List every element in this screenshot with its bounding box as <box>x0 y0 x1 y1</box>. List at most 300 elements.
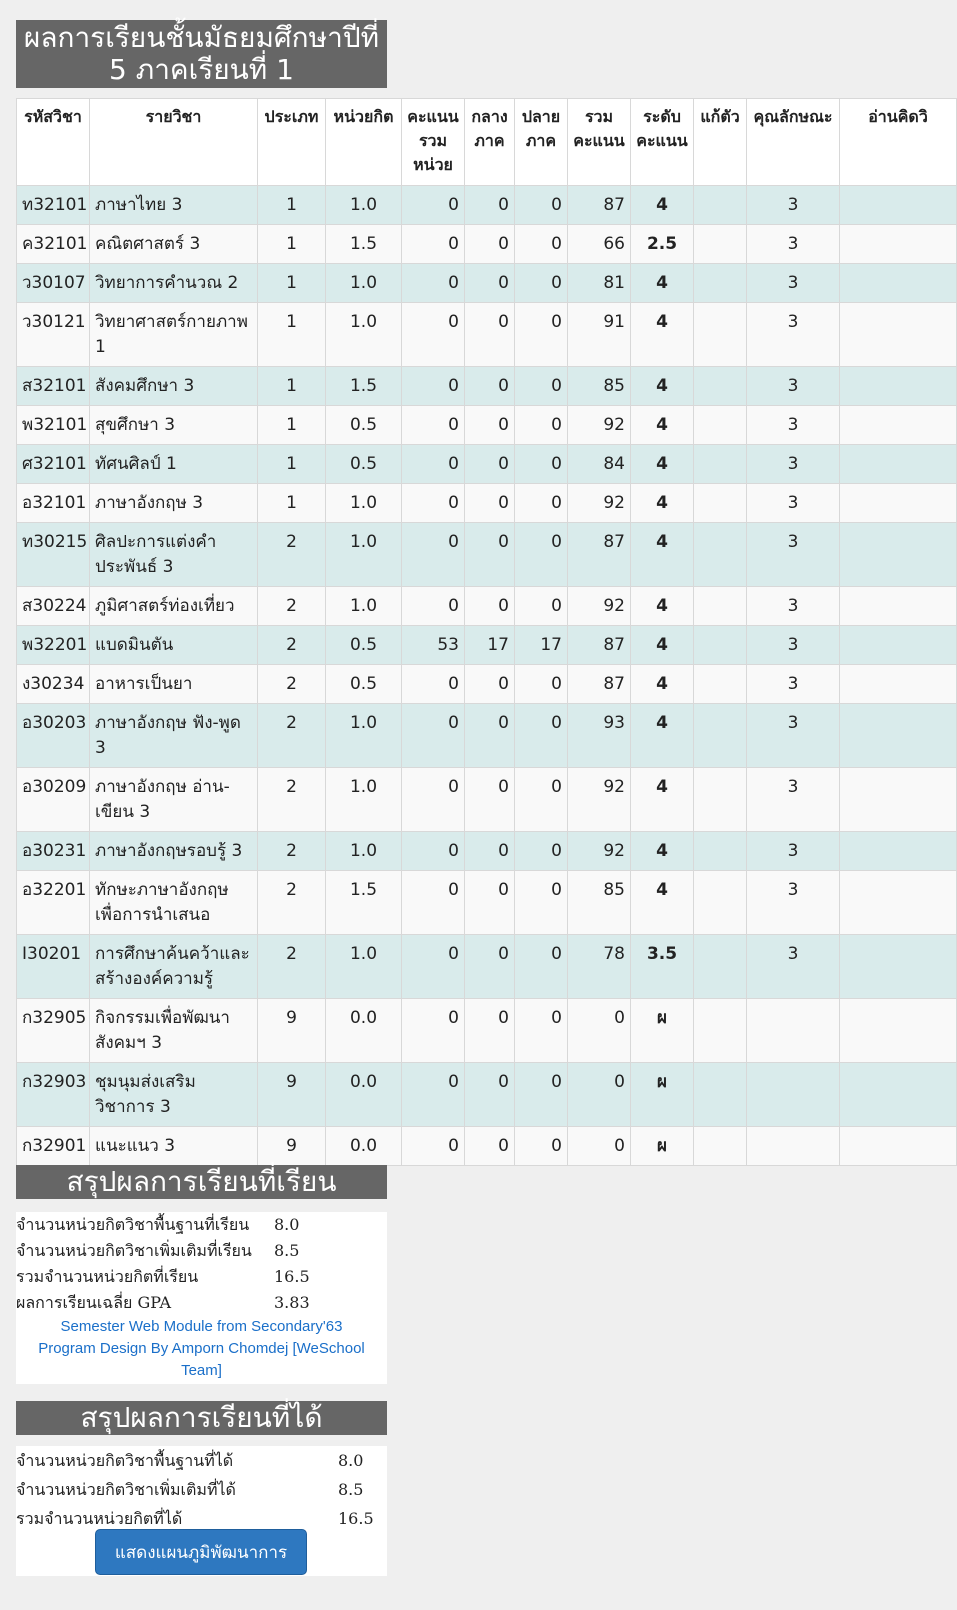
summary-value: 3.83 <box>274 1293 310 1312</box>
cell-subject: ภาษาอังกฤษ อ่าน-เขียน 3 <box>90 768 258 832</box>
cell-midterm: 0 <box>465 768 515 832</box>
cell-total: 0 <box>568 1127 631 1166</box>
cell-read <box>840 935 957 999</box>
cell-midterm: 0 <box>465 523 515 587</box>
cell-unit-score: 0 <box>402 587 465 626</box>
cell-trait: 3 <box>747 871 840 935</box>
cell-grade: ผ <box>631 1063 694 1127</box>
grades-table <box>16 98 957 1166</box>
cell-subject: สังคมศึกษา 3 <box>90 367 258 406</box>
cell-type: 9 <box>258 1127 326 1166</box>
cell-subject: ทักษะภาษาอังกฤษเพื่อการนำเสนอ <box>90 871 258 935</box>
cell-read <box>840 225 957 264</box>
cell-trait: 3 <box>747 445 840 484</box>
table-row <box>17 999 957 1063</box>
cell-retest <box>694 999 747 1063</box>
cell-midterm: 0 <box>465 704 515 768</box>
header-grade: ระดับคะแนน <box>631 99 694 186</box>
cell-unit-score: 0 <box>402 1127 465 1166</box>
cell-total: 92 <box>568 768 631 832</box>
cell-retest <box>694 1127 747 1166</box>
cell-code: อ30231 <box>17 832 90 871</box>
cell-grade: 4 <box>631 768 694 832</box>
cell-code: ว30121 <box>17 303 90 367</box>
cell-midterm: 0 <box>465 367 515 406</box>
cell-trait: 3 <box>747 484 840 523</box>
cell-retest <box>694 704 747 768</box>
table-row <box>17 1063 957 1127</box>
cell-total: 87 <box>568 626 631 665</box>
cell-final: 17 <box>515 626 568 665</box>
table-row <box>17 303 957 367</box>
cell-unit-score: 0 <box>402 935 465 999</box>
cell-subject: ชุมนุมส่งเสริมวิชาการ 3 <box>90 1063 258 1127</box>
cell-midterm: 0 <box>465 484 515 523</box>
cell-read <box>840 871 957 935</box>
cell-total: 85 <box>568 871 631 935</box>
cell-trait: 3 <box>747 832 840 871</box>
cell-grade: 4 <box>631 871 694 935</box>
summary-label: จำนวนหน่วยกิตวิชาพื้นฐานที่เรียน <box>16 1215 250 1234</box>
cell-type: 9 <box>258 1063 326 1127</box>
cell-unit-score: 0 <box>402 367 465 406</box>
cell-retest <box>694 406 747 445</box>
table-row <box>17 484 957 523</box>
cell-read <box>840 1063 957 1127</box>
cell-credit: 0.0 <box>326 1127 402 1166</box>
cell-trait: 3 <box>747 704 840 768</box>
cell-retest <box>694 225 747 264</box>
cell-type: 9 <box>258 999 326 1063</box>
table-row <box>17 367 957 406</box>
cell-credit: 1.0 <box>326 484 402 523</box>
cell-total: 87 <box>568 665 631 704</box>
cell-read <box>840 186 957 225</box>
cell-total: 91 <box>568 303 631 367</box>
cell-retest <box>694 665 747 704</box>
cell-midterm: 0 <box>465 587 515 626</box>
cell-grade: 4 <box>631 832 694 871</box>
cell-total: 92 <box>568 587 631 626</box>
table-row <box>17 665 957 704</box>
cell-retest <box>694 445 747 484</box>
header-unit-score: คะแนนรวมหน่วย <box>402 99 465 186</box>
cell-credit: 1.5 <box>326 225 402 264</box>
cell-total: 66 <box>568 225 631 264</box>
cell-code: I30201 <box>17 935 90 999</box>
cell-unit-score: 0 <box>402 1063 465 1127</box>
cell-retest <box>694 626 747 665</box>
cell-final: 0 <box>515 225 568 264</box>
cell-unit-score: 0 <box>402 704 465 768</box>
summary-row <box>16 1446 387 1475</box>
cell-code: พ32201 <box>17 626 90 665</box>
cell-retest <box>694 303 747 367</box>
cell-grade: 4 <box>631 704 694 768</box>
cell-read <box>840 484 957 523</box>
cell-read <box>840 704 957 768</box>
table-row <box>17 445 957 484</box>
cell-unit-score: 53 <box>402 626 465 665</box>
summary-value: 16.5 <box>274 1267 310 1286</box>
summary-value: 8.0 <box>338 1451 364 1470</box>
cell-type: 1 <box>258 367 326 406</box>
cell-retest <box>694 523 747 587</box>
cell-read <box>840 832 957 871</box>
cell-code: ศ32101 <box>17 445 90 484</box>
cell-grade: ผ <box>631 999 694 1063</box>
cell-code: ท30215 <box>17 523 90 587</box>
cell-grade: 4 <box>631 303 694 367</box>
cell-midterm: 0 <box>465 871 515 935</box>
table-row <box>17 768 957 832</box>
cell-unit-score: 0 <box>402 264 465 303</box>
cell-type: 2 <box>258 871 326 935</box>
cell-trait: 3 <box>747 406 840 445</box>
cell-retest <box>694 186 747 225</box>
cell-credit: 1.0 <box>326 704 402 768</box>
cell-retest <box>694 587 747 626</box>
cell-credit: 1.0 <box>326 186 402 225</box>
cell-trait: 3 <box>747 225 840 264</box>
grades-table-container[interactable] <box>16 98 928 1166</box>
cell-type: 1 <box>258 225 326 264</box>
cell-trait: 3 <box>747 186 840 225</box>
cell-total: 92 <box>568 832 631 871</box>
cell-credit: 1.5 <box>326 367 402 406</box>
cell-total: 93 <box>568 704 631 768</box>
table-row <box>17 1127 957 1166</box>
cell-credit: 0.0 <box>326 1063 402 1127</box>
table-row <box>17 587 957 626</box>
table-row <box>17 225 957 264</box>
summary-label: รวมจำนวนหน่วยกิตที่ได้ <box>16 1509 183 1528</box>
header-midterm: กลางภาค <box>465 99 515 186</box>
cell-grade: 3.5 <box>631 935 694 999</box>
cell-read <box>840 587 957 626</box>
summary-label: จำนวนหน่วยกิตวิชาเพิ่มเติมที่เรียน <box>16 1241 252 1260</box>
cell-credit: 0.5 <box>326 665 402 704</box>
cell-unit-score: 0 <box>402 999 465 1063</box>
summary-row <box>16 1212 387 1238</box>
cell-final: 0 <box>515 665 568 704</box>
cell-retest <box>694 768 747 832</box>
cell-midterm: 0 <box>465 999 515 1063</box>
cell-read <box>840 626 957 665</box>
summary-value: 16.5 <box>338 1509 374 1528</box>
cell-type: 2 <box>258 704 326 768</box>
cell-total: 87 <box>568 186 631 225</box>
summary-label: ผลการเรียนเฉลี่ย GPA <box>16 1293 172 1312</box>
show-progress-chart-button[interactable]: แสดงแผนภูมิพัฒนาการ <box>95 1529 307 1575</box>
cell-trait <box>747 1127 840 1166</box>
cell-code: อ30203 <box>17 704 90 768</box>
header-trait: คุณลักษณะ <box>747 99 840 186</box>
header-subject: รายวิชา <box>90 99 258 186</box>
cell-read <box>840 303 957 367</box>
cell-trait <box>747 1063 840 1127</box>
cell-type: 2 <box>258 832 326 871</box>
cell-code: ว30107 <box>17 264 90 303</box>
cell-grade: 4 <box>631 406 694 445</box>
header-code: รหัสวิชา <box>17 99 90 186</box>
table-row <box>17 935 957 999</box>
cell-subject: สุขศึกษา 3 <box>90 406 258 445</box>
cell-grade: 4 <box>631 626 694 665</box>
cell-credit: 1.0 <box>326 587 402 626</box>
cell-read <box>840 999 957 1063</box>
cell-subject: ภาษาอังกฤษ ฟัง-พูด 3 <box>90 704 258 768</box>
cell-final: 0 <box>515 832 568 871</box>
cell-midterm: 0 <box>465 264 515 303</box>
table-row <box>17 832 957 871</box>
cell-final: 0 <box>515 587 568 626</box>
cell-unit-score: 0 <box>402 832 465 871</box>
cell-trait: 3 <box>747 935 840 999</box>
cell-total: 0 <box>568 999 631 1063</box>
cell-unit-score: 0 <box>402 303 465 367</box>
cell-final: 0 <box>515 768 568 832</box>
table-row <box>17 186 957 225</box>
cell-credit: 1.0 <box>326 768 402 832</box>
header-final: ปลายภาค <box>515 99 568 186</box>
cell-subject: ภาษาไทย 3 <box>90 186 258 225</box>
summary-row <box>16 1238 387 1264</box>
cell-code: อ32101 <box>17 484 90 523</box>
credit-line: Program Design By Amporn Chomdej [WeSchool Team] <box>38 1340 365 1379</box>
cell-total: 84 <box>568 445 631 484</box>
cell-total: 0 <box>568 1063 631 1127</box>
cell-unit-score: 0 <box>402 871 465 935</box>
cell-trait: 3 <box>747 665 840 704</box>
cell-type: 1 <box>258 186 326 225</box>
cell-subject: แบดมินตัน <box>90 626 258 665</box>
cell-code: ค32101 <box>17 225 90 264</box>
table-row <box>17 626 957 665</box>
cell-code: อ30209 <box>17 768 90 832</box>
cell-final: 0 <box>515 871 568 935</box>
cell-credit: 1.0 <box>326 935 402 999</box>
cell-grade: 4 <box>631 587 694 626</box>
cell-trait: 3 <box>747 626 840 665</box>
cell-final: 0 <box>515 704 568 768</box>
credit-text <box>16 1316 387 1384</box>
cell-type: 1 <box>258 445 326 484</box>
header-type: ประเภท <box>258 99 326 186</box>
page-title: ผลการเรียนชั้นมัธยมศึกษาปีที่ 5 ภาคเรียนที่ 1 <box>16 20 387 88</box>
cell-subject: การศึกษาค้นคว้าและสร้างองค์ความรู้ <box>90 935 258 999</box>
summary-label: รวมจำนวนหน่วยกิตที่เรียน <box>16 1267 199 1286</box>
credit-line: Semester Web Module from Secondary'63 <box>60 1318 343 1335</box>
cell-grade: 4 <box>631 264 694 303</box>
cell-unit-score: 0 <box>402 445 465 484</box>
cell-type: 2 <box>258 523 326 587</box>
cell-final: 0 <box>515 999 568 1063</box>
cell-final: 0 <box>515 484 568 523</box>
cell-midterm: 0 <box>465 303 515 367</box>
cell-final: 0 <box>515 303 568 367</box>
cell-type: 2 <box>258 626 326 665</box>
cell-credit: 1.0 <box>326 264 402 303</box>
cell-subject: ภาษาอังกฤษรอบรู้ 3 <box>90 832 258 871</box>
cell-code: ก32901 <box>17 1127 90 1166</box>
cell-final: 0 <box>515 406 568 445</box>
cell-unit-score: 0 <box>402 225 465 264</box>
cell-credit: 1.0 <box>326 523 402 587</box>
cell-type: 1 <box>258 264 326 303</box>
cell-type: 1 <box>258 303 326 367</box>
summary-row <box>16 1475 387 1504</box>
summary-value: 8.5 <box>274 1241 300 1260</box>
cell-grade: 4 <box>631 484 694 523</box>
cell-grade: 4 <box>631 367 694 406</box>
cell-final: 0 <box>515 1063 568 1127</box>
cell-read <box>840 1127 957 1166</box>
cell-read <box>840 264 957 303</box>
cell-final: 0 <box>515 935 568 999</box>
cell-final: 0 <box>515 523 568 587</box>
header-credit: หน่วยกิต <box>326 99 402 186</box>
cell-midterm: 0 <box>465 186 515 225</box>
summary-row <box>16 1264 387 1290</box>
table-row <box>17 523 957 587</box>
cell-credit: 0.5 <box>326 445 402 484</box>
cell-unit-score: 0 <box>402 523 465 587</box>
summary-studied-panel <box>16 1212 387 1384</box>
summary-value: 8.0 <box>274 1215 300 1234</box>
summary-value: 8.5 <box>338 1480 364 1499</box>
table-row <box>17 704 957 768</box>
table-header-row <box>17 99 957 186</box>
cell-retest <box>694 264 747 303</box>
cell-type: 1 <box>258 406 326 445</box>
cell-midterm: 0 <box>465 445 515 484</box>
cell-grade: 4 <box>631 445 694 484</box>
cell-final: 0 <box>515 186 568 225</box>
cell-type: 2 <box>258 768 326 832</box>
cell-final: 0 <box>515 264 568 303</box>
cell-code: ส30224 <box>17 587 90 626</box>
cell-final: 0 <box>515 1127 568 1166</box>
table-row <box>17 406 957 445</box>
cell-unit-score: 0 <box>402 768 465 832</box>
cell-subject: แนะแนว 3 <box>90 1127 258 1166</box>
cell-credit: 1.5 <box>326 871 402 935</box>
cell-type: 2 <box>258 935 326 999</box>
summary-earned-title: สรุปผลการเรียนที่ได้ <box>16 1401 387 1435</box>
cell-grade: ผ <box>631 1127 694 1166</box>
cell-type: 1 <box>258 484 326 523</box>
cell-trait: 3 <box>747 264 840 303</box>
cell-credit: 0.0 <box>326 999 402 1063</box>
cell-total: 81 <box>568 264 631 303</box>
header-total: รวมคะแนน <box>568 99 631 186</box>
summary-studied-title: สรุปผลการเรียนที่เรียน <box>16 1165 387 1199</box>
cell-subject: อาหารเป็นยา <box>90 665 258 704</box>
header-read: อ่านคิดวิ <box>840 99 957 186</box>
cell-trait: 3 <box>747 367 840 406</box>
cell-midterm: 0 <box>465 1063 515 1127</box>
cell-trait: 3 <box>747 303 840 367</box>
cell-credit: 1.0 <box>326 832 402 871</box>
cell-subject: ศิลปะการแต่งคำประพันธ์ 3 <box>90 523 258 587</box>
cell-code: ก32905 <box>17 999 90 1063</box>
cell-grade: 4 <box>631 186 694 225</box>
cell-midterm: 0 <box>465 832 515 871</box>
cell-unit-score: 0 <box>402 665 465 704</box>
cell-code: พ32101 <box>17 406 90 445</box>
cell-read <box>840 406 957 445</box>
cell-code: ง30234 <box>17 665 90 704</box>
cell-trait: 3 <box>747 523 840 587</box>
summary-label: จำนวนหน่วยกิตวิชาพื้นฐานที่ได้ <box>16 1451 234 1470</box>
cell-trait: 3 <box>747 587 840 626</box>
cell-total: 87 <box>568 523 631 587</box>
cell-subject: กิจกรรมเพื่อพัฒนาสังคมฯ 3 <box>90 999 258 1063</box>
cell-read <box>840 367 957 406</box>
cell-midterm: 0 <box>465 665 515 704</box>
cell-retest <box>694 367 747 406</box>
cell-trait <box>747 999 840 1063</box>
cell-midterm: 0 <box>465 225 515 264</box>
cell-read <box>840 523 957 587</box>
cell-unit-score: 0 <box>402 186 465 225</box>
cell-subject: คณิตศาสตร์ 3 <box>90 225 258 264</box>
cell-total: 92 <box>568 406 631 445</box>
cell-midterm: 17 <box>465 626 515 665</box>
header-retest: แก้ตัว <box>694 99 747 186</box>
summary-row <box>16 1290 387 1316</box>
cell-subject: วิทยาศาสตร์กายภาพ 1 <box>90 303 258 367</box>
cell-midterm: 0 <box>465 935 515 999</box>
cell-final: 0 <box>515 445 568 484</box>
summary-label: จำนวนหน่วยกิตวิชาเพิ่มเติมที่ได้ <box>16 1480 236 1499</box>
cell-final: 0 <box>515 367 568 406</box>
cell-code: ก32903 <box>17 1063 90 1127</box>
cell-subject: วิทยาการคำนวณ 2 <box>90 264 258 303</box>
cell-retest <box>694 935 747 999</box>
cell-retest <box>694 871 747 935</box>
cell-credit: 0.5 <box>326 406 402 445</box>
cell-read <box>840 445 957 484</box>
cell-unit-score: 0 <box>402 484 465 523</box>
cell-read <box>840 665 957 704</box>
cell-retest <box>694 832 747 871</box>
cell-trait: 3 <box>747 768 840 832</box>
cell-retest <box>694 484 747 523</box>
cell-grade: 2.5 <box>631 225 694 264</box>
cell-midterm: 0 <box>465 1127 515 1166</box>
cell-credit: 1.0 <box>326 303 402 367</box>
table-row <box>17 871 957 935</box>
cell-code: ส32101 <box>17 367 90 406</box>
cell-type: 2 <box>258 587 326 626</box>
table-row <box>17 264 957 303</box>
cell-subject: ทัศนศิลป์ 1 <box>90 445 258 484</box>
cell-retest <box>694 1063 747 1127</box>
cell-total: 85 <box>568 367 631 406</box>
cell-unit-score: 0 <box>402 406 465 445</box>
cell-midterm: 0 <box>465 406 515 445</box>
cell-code: ท32101 <box>17 186 90 225</box>
cell-grade: 4 <box>631 523 694 587</box>
cell-read <box>840 768 957 832</box>
cell-total: 78 <box>568 935 631 999</box>
cell-subject: ภาษาอังกฤษ 3 <box>90 484 258 523</box>
cell-total: 92 <box>568 484 631 523</box>
cell-grade: 4 <box>631 665 694 704</box>
cell-credit: 0.5 <box>326 626 402 665</box>
